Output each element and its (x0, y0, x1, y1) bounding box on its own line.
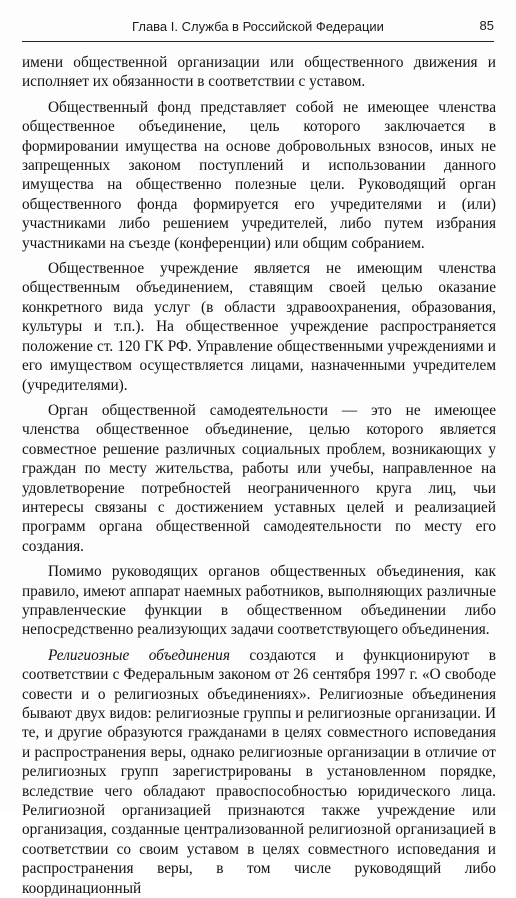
paragraph (22, 646, 496, 898)
paragraph-text: имени общественной организации или общественного движения и исполняет их обязанности в соответствии с уставом. (22, 54, 496, 91)
page-number: 85 (479, 18, 494, 33)
chapter-title: Глава I. Служба в Российской Федерации (132, 18, 384, 34)
paragraph-text: Общественный фонд представляет собой не имеющее членства общественное объединение, цель которого заключается в формировании имущества на основе добровольных взносов, иных не запрещенных законом поступлений и использовании данного имущества на общественно полезные цели. Руководящий орган общественного фонда формируется его учредителями и (или) участниками либо решением учредителей, либо путем избрания участниками на съезде (конференции) или общим собранием. (22, 98, 496, 252)
paragraph (22, 98, 496, 253)
paragraph-text: Орган общественной самодеятельности — это не имеющее членства общественное объединение, целью которого является совместное решение различных социальных проблем, возникающих у граждан по месту жительства, работы или учебы, направленное на удовлетворение потребностей неограниченного круга лиц, чьи интересы связаны с достижением уставных целей и реализацией программ органа общественной самодеятельности по месту его создания. (22, 401, 496, 555)
paragraph-text: Помимо руководящих органов общественных объединения, как правило, имеют аппарат наемных работников, выполняющих различные управленческие функции в общественном объединении либо непосредственно реализующих задачи соответствующего объединения. (22, 563, 496, 639)
paragraph-lead-italic: Религиозные объединения (48, 646, 230, 664)
paragraph (22, 259, 496, 395)
running-header (22, 14, 494, 38)
body-text (22, 53, 496, 898)
paragraph (22, 53, 496, 92)
paragraph-text: создаются и функционируют в соответствии с Федеральным законом от 26 сентября 1997 г. «О свободе совести и о религиозных объединениях». Религиозные объединения бывают двух видов: религиозные группы и религиозные организации. И те, и другие образуются гражданами в целях совместного исповедания и распространения веры, однако религиозные организации в отличие от религиозных групп зарегистрированы в установленном порядке, вследствие чего обладают правоспособностью юридического лица. Религиозной организацией признаются также учреждение или организация, созданные централизованной религиозной организацией в соответствии со своим уставом в целях совместного исповедания и распространения веры, в том числе руководящий либо координационный (22, 646, 496, 897)
paragraph (22, 401, 496, 556)
header-rule (22, 41, 494, 42)
paragraph (22, 562, 496, 640)
paragraph-text: Общественное учреждение является не имеющим членства общественным объединением, ставящим своей целью оказание конкретного вида услуг (в области здравоохранения, образования, культуры и т.п.). На общественное учреждение распространяется положение ст. 120 ГК РФ. Управление общественными учреждениями и его имуществом осуществляется лицами, назначенными учредителем (учредителями). (22, 260, 496, 394)
